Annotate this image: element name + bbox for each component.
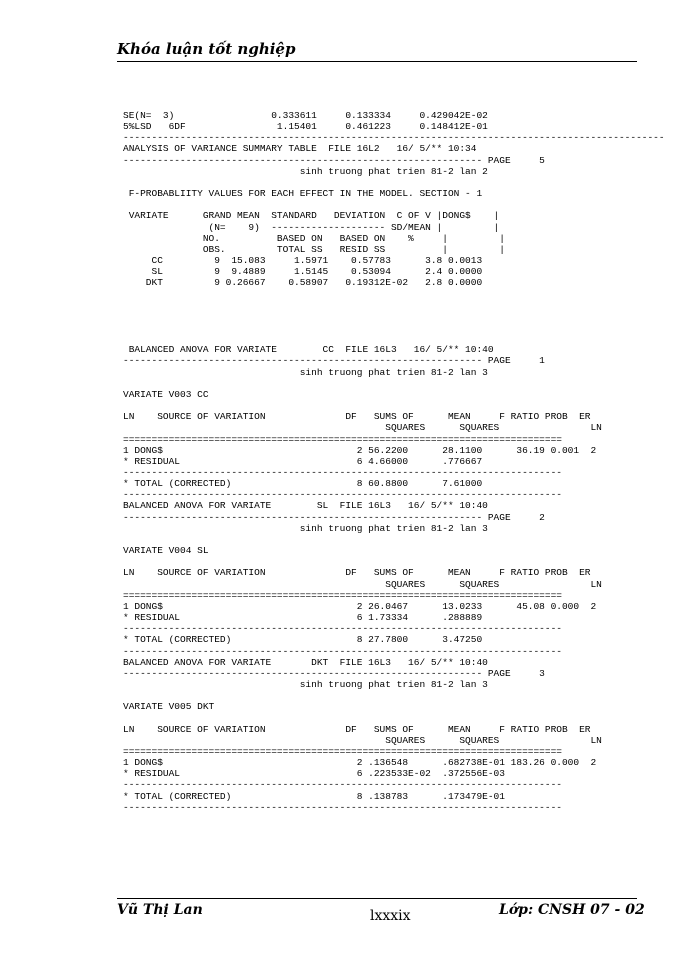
report-line: --------------------------------------------------------------- PAGE 2 (123, 511, 545, 523)
report-line: * TOTAL (CORRECTED) 8 27.7800 3.47250 (123, 634, 483, 646)
report-line: ----------------------------------------------------------------------------- (123, 467, 562, 478)
report-line: VARIATE V003 CC (123, 388, 209, 400)
report-line: ----------------------------------------------------------------------------- (123, 645, 562, 657)
report-line: ============================================================================= (123, 745, 562, 757)
footer-class-label: Lớp: CNSH 07 - 02 (499, 902, 645, 918)
report-line: BALANCED ANOVA FOR VARIATE CC FILE 16L3 16/ 5/** 10:40 (123, 344, 494, 356)
header-rule (117, 61, 637, 62)
report-line: LN SOURCE OF VARIATION DF SUMS OF MEAN F RATIO PROB ER (123, 411, 591, 423)
report-line: CC 9 15.083 1.5971 0.57783 3.8 0.0013 (123, 255, 483, 267)
report-line: 1 DONG$ 2 56.2200 28.1100 36.19 0.001 2 (123, 444, 597, 456)
report-line: LN SOURCE OF VARIATION DF SUMS OF MEAN F RATIO PROB ER (123, 567, 591, 579)
report-line: 1 DONG$ 2 26.0467 13.0233 45.08 0.000 2 (123, 600, 597, 612)
report-line: * TOTAL (CORRECTED) 8 .138783 .173479E-01 (123, 790, 505, 802)
report-line: * RESIDUAL 6 .223533E-02 .372556E-03 (123, 768, 505, 780)
report-line: 5%LSD 6DF 1.15401 0.461223 0.148412E-01 (123, 121, 488, 133)
report-line: OBS. TOTAL SS RESID SS | | (123, 243, 505, 255)
report-line: ----------------------------------------------------------------------------- (123, 623, 562, 635)
report-line: VARIATE GRAND MEAN STANDARD DEVIATION C OF V |DONG$ | (123, 210, 500, 222)
statistical-output-report (123, 110, 665, 813)
report-line: --------------------------------------------------------------- PAGE 3 (123, 667, 545, 679)
report-line: F-PROBABLIITY VALUES FOR EACH EFFECT IN THE MODEL. SECTION - 1 (123, 188, 483, 200)
report-line: 1 DONG$ 2 .136548 .682738E-01 183.26 0.000 2 (123, 757, 597, 769)
report-line: SL 9 9.4889 1.5145 0.53094 2.4 0.0000 (123, 266, 483, 278)
report-line: SQUARES SQUARES LN (123, 422, 602, 434)
footer-page-number: lxxxix (370, 908, 411, 924)
report-line: BALANCED ANOVA FOR VARIATE SL FILE 16L3 16/ 5/** 10:40 (123, 500, 488, 512)
report-line: ANALYSIS OF VARIANCE SUMMARY TABLE FILE 16L2 16/ 5/** 10:34 (123, 143, 477, 155)
report-line: sinh truong phat trien 81-2 lan 3 (123, 678, 488, 690)
report-line: ============================================================================= (123, 433, 562, 445)
report-line: VARIATE V004 SL (123, 545, 209, 557)
report-line: SE(N= 3) 0.333611 0.133334 0.429042E-02 (123, 110, 488, 121)
report-line: DKT 9 0.26667 0.58907 0.19312E-02 2.8 0.0000 (123, 277, 483, 289)
report-line: (N= 9) -------------------- SD/MEAN | | (123, 221, 500, 233)
report-line: BALANCED ANOVA FOR VARIATE DKT FILE 16L3 16/ 5/** 10:40 (123, 656, 488, 668)
report-line: sinh truong phat trien 81-2 lan 3 (123, 366, 488, 378)
report-line: * RESIDUAL 6 1.73334 .288889 (123, 612, 483, 624)
report-line: ----------------------------------------------------------------------------------------------- (123, 132, 665, 144)
report-line: --------------------------------------------------------------- PAGE 1 (123, 355, 545, 367)
report-line: SQUARES SQUARES LN (123, 734, 602, 746)
report-line: sinh truong phat trien 81-2 lan 3 (123, 522, 488, 534)
report-line: sinh truong phat trien 81-2 lan 2 (123, 165, 488, 177)
report-line: ----------------------------------------------------------------------------- (123, 801, 562, 813)
report-line: SQUARES SQUARES LN (123, 578, 602, 590)
report-line: VARIATE V005 DKT (123, 701, 215, 713)
page-header-title: Khóa luận tốt nghiệp (117, 40, 296, 58)
report-line: ============================================================================= (123, 589, 562, 601)
report-line: NO. BASED ON BASED ON % | | (123, 232, 505, 244)
report-line: LN SOURCE OF VARIATION DF SUMS OF MEAN F RATIO PROB ER (123, 723, 591, 735)
report-line: ----------------------------------------------------------------------------- (123, 779, 562, 791)
report-line: ----------------------------------------------------------------------------- (123, 489, 562, 501)
report-line: --------------------------------------------------------------- PAGE 5 (123, 154, 545, 166)
report-line: * RESIDUAL 6 4.66000 .776667 (123, 455, 483, 467)
footer-author: Vũ Thị Lan (117, 902, 203, 918)
report-line: * TOTAL (CORRECTED) 8 60.8800 7.61000 (123, 478, 483, 490)
footer-rule (117, 898, 637, 899)
